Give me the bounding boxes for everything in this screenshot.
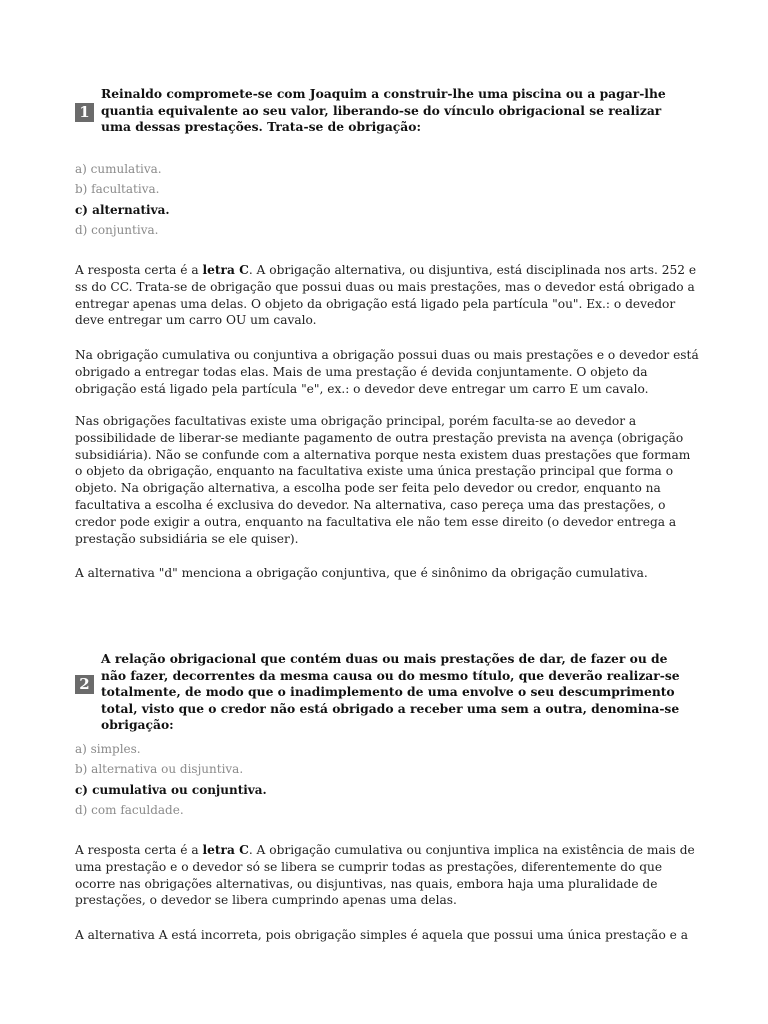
explanation-paragraph: A alternativa A está incorreta, pois obrigação simples é aquela que possui uma única prestação e a [75,928,689,942]
question-1 [75,86,695,136]
option-d[interactable]: d) com faculdade. [75,803,184,818]
option-a[interactable]: a) cumulativa. [75,162,162,176]
option-b[interactable]: b) alternativa ou disjuntiva. [75,762,244,777]
explanation-paragraph: A alternativa "d" menciona a obrigação conjuntiva, que é sinônimo da obrigação cumulativa. [75,566,648,580]
answer-paragraph: A resposta certa é a letra C. A obrigação alternativa, ou disjuntiva, está disciplinada nos arts. 252 e ss do CC. Trata-se de obrigação que possui duas ou mais prestações, mas o devedor está obrigado a entregar apenas uma delas. O objeto da obrigação está ligado pela partícula "ou". Ex.: o devedor deve entregar um carro OU um cavalo. [75,263,697,328]
option-c-correct[interactable]: c) alternativa. [75,202,170,217]
options-list-q1 [75,159,170,241]
question-text: Reinaldo compromete-se com Joaquim a construir-lhe uma piscina ou a pagar-lhe quantia equivalente ao seu valor, liberando-se do vínculo obrigacional se realizar uma dessas prestações. Trata-se de obrigação: [101,86,666,134]
question-number-badge: 1 [75,103,94,122]
option-a[interactable]: a) simples. [75,742,141,756]
explanation-paragraph: Nas obrigações facultativas existe uma obrigação principal, porém faculta-se ao devedor a possibilidade de liberar-se mediante pagamento de outra prestação prevista na avença (obrigação subsidiária). Não se confunde com a alternativa porque nesta existem duas prestações que formam o objeto da obrigação, enquanto na facultativa existe uma única prestação principal que forma o objeto. Na obrigação alternativa, a escolha pode ser feita pelo devedor ou credor, enquanto na facultativa a escolha é exclusiva do devedor. Na alternativa, caso pereça uma das prestações, o credor pode exigir a outra, enquanto na facultativa ele não tem esse direito (o devedor entrega a prestação subsidiária se ele quiser). [75,414,691,546]
option-b[interactable]: b) facultativa. [75,182,160,197]
explanation-paragraph: Na obrigação cumulativa ou conjuntiva a obrigação possui duas ou mais prestações e o devedor está obrigado a entregar todas elas. Mais de uma prestação é devida conjuntamente. O objeto da obrigação está ligado pela partícula "e", ex.: o devedor deve entregar um carro E um cavalo. [75,348,699,396]
options-list-q2 [75,739,267,821]
answer-paragraph: A resposta certa é a letra C. A obrigação cumulativa ou conjuntiva implica na existência de mais de uma prestação e o devedor só se libera se cumprir todas as prestações, diferentemente do que ocorre nas obrigações alternativas, ou disjuntivas, nas quais, embora haja uma pluralidade de prestações, o devedor se libera cumprindo apenas uma delas. [75,843,695,908]
option-d[interactable]: d) conjuntiva. [75,223,159,238]
option-c-correct[interactable]: c) cumulativa ou conjuntiva. [75,782,267,797]
question-2 [75,651,695,734]
question-number-badge: 2 [75,675,94,694]
answer-letter: letra C [202,843,249,857]
answer-letter: letra C [202,263,249,277]
question-text: A relação obrigacional que contém duas ou mais prestações de dar, de fazer ou de não fazer, decorrentes da mesma causa ou do mesmo título, que deverão realizar-se totalmente, de modo que o inadimplemento de uma envolve o seu descumprimento total, visto que o credor não está obrigado a receber uma sem a outra, denomina-se obrigação: [101,651,680,732]
